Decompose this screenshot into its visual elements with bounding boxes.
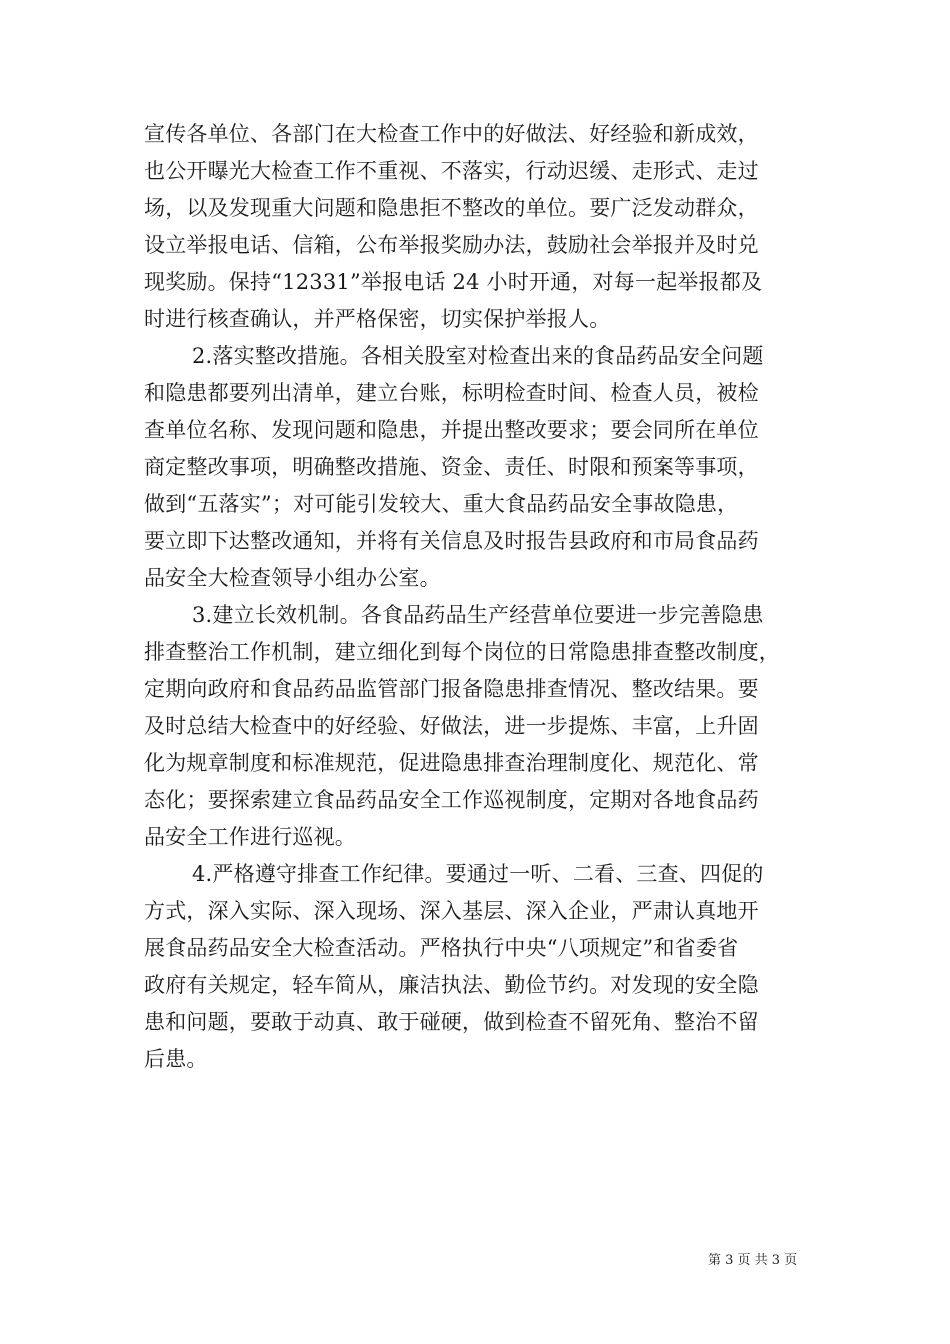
text-line: 做到“五落实”；对可能引发较大、重大食品药品安全事故隐患， <box>144 492 739 516</box>
text-line: 查单位名称、发现问题和隐患，并提出整改要求；要会同所在单位 <box>144 418 759 442</box>
document-body <box>144 116 812 1078</box>
text-line: 时进行核查确认，并严格保密，切实保护举报人。 <box>144 307 611 331</box>
page-number: 第 3 页 共 3 页 <box>708 1253 798 1268</box>
text-line: 品安全大检查领导小组办公室。 <box>144 566 441 590</box>
text-line: 政府有关规定，轻车简从，廉洁执法、勤俭节约。对发现的安全隐 <box>144 973 759 997</box>
text-line: 要立即下达整改通知，并将有关信息及时报告县政府和市局食品药 <box>144 529 759 553</box>
text-line: 场，以及发现重大问题和隐患拒不整改的单位。要广泛发动群众， <box>144 196 759 220</box>
section-heading-line: 4.严格遵守排查工作纪律。要通过一听、二看、三查、四促的 <box>192 862 764 886</box>
section-heading-line: 2.落实整改措施。各相关股室对检查出来的食品药品安全问题 <box>192 344 764 368</box>
text-line: 排查整治工作机制，建立细化到每个岗位的日常隐患排查整改制度， <box>144 640 780 664</box>
text-line: 患和问题，要敢于动真、敢于碰硬，做到检查不留死角、整治不留 <box>144 1010 759 1034</box>
text-line: 现奖励。保持“12331”举报电话 24 小时开通，对每一起举报都及 <box>144 270 763 294</box>
text-line: 设立举报电话、信箱，公布举报奖励办法，鼓励社会举报并及时兑 <box>144 233 759 257</box>
text-line: 和隐患都要列出清单，建立台账，标明检查时间、检查人员，被检 <box>144 381 759 405</box>
text-line: 及时总结大检查中的好经验、好做法，进一步提炼、丰富，上升固 <box>144 714 759 738</box>
text-line: 方式，深入实际、深入现场、深入基层、深入企业，严肃认真地开 <box>144 899 759 923</box>
text-line: 商定整改事项，明确整改措施、资金、责任、时限和预案等事项， <box>144 455 759 479</box>
section-heading-line: 3.建立长效机制。各食品药品生产经营单位要进一步完善隐患 <box>192 603 764 627</box>
text-line: 态化；要探索建立食品药品安全工作巡视制度，定期对各地食品药 <box>144 788 759 812</box>
text-line: 后患。 <box>144 1047 208 1071</box>
text-line: 也公开曝光大检查工作不重视、不落实，行动迟缓、走形式、走过 <box>144 159 759 183</box>
text-line: 展食品药品安全大检查活动。严格执行中央“八项规定”和省委省 <box>144 936 739 960</box>
text-line: 品安全工作进行巡视。 <box>144 825 356 849</box>
text-line: 宣传各单位、各部门在大检查工作中的好做法、好经验和新成效， <box>144 122 759 146</box>
text-line: 定期向政府和食品药品监管部门报备隐患排查情况、整改结果。要 <box>144 677 759 701</box>
text-line: 化为规章制度和标准规范，促进隐患排查治理制度化、规范化、常 <box>144 751 759 775</box>
